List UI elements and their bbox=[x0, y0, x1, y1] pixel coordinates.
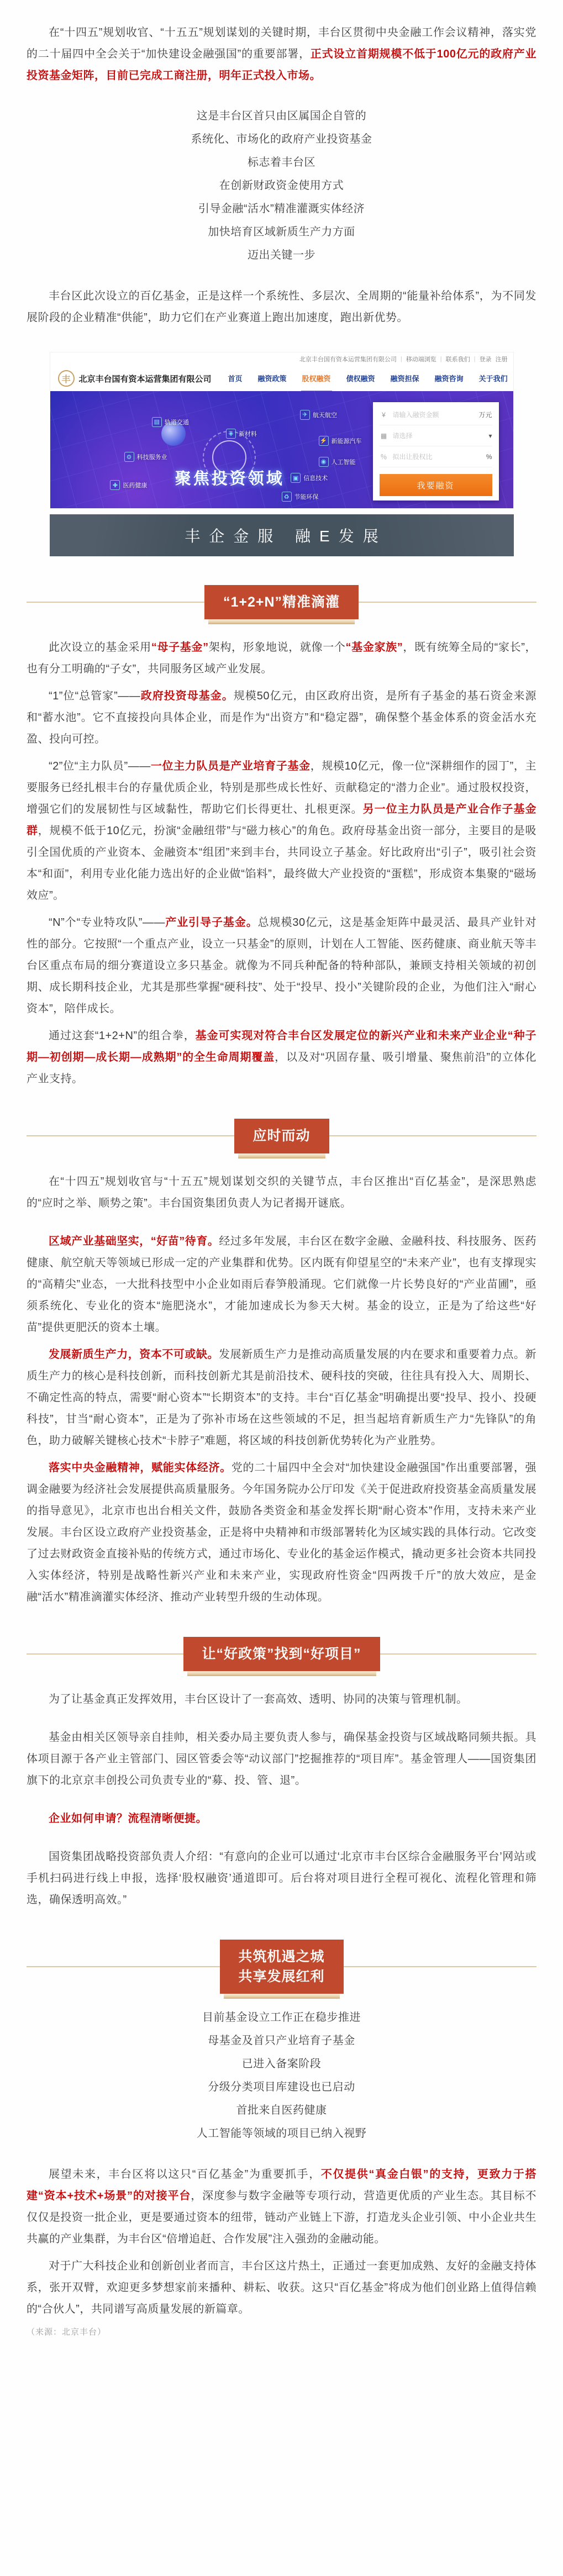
stanza-line: 分级分类项目库建设也已启动 bbox=[208, 2081, 355, 2094]
body-text: 总规模30亿元，这是基金矩阵中最灵活、最具产业针对性的部分。它按照“一个重点产业，设立一只基金”的原则，计划在人工智能、医药健康、商业航天等丰台区重点布局的细分赛道设立多只基金。就像为不同兵种配备的特种部队，兼顾支持相关领域的初创期、成长期科技企业，尤其是那些掌握“硬科技”、处于“投早、投小”关键阶段的企业，为他们注入“耐心资本”，陪伴成长。 bbox=[27, 916, 536, 1015]
intro-paragraph bbox=[27, 22, 536, 87]
body-text: 为了让基金真正发挥效用，丰台区设计了一套高效、透明、协同的决策与管理机制。 bbox=[49, 1693, 468, 1705]
emphasis-text: “基金家族” bbox=[345, 641, 403, 654]
body-text: 丰台区此次设立的百亿基金，正是这样一个系统性、多层次、全周期的“能量补给体系”，为不同发展阶段的企业精准“供能”，助力它们在产业赛道上跑出加速度，跑出新优势。 bbox=[27, 290, 536, 324]
body-text: “2”位“主力队员”—— bbox=[49, 760, 151, 773]
header-flank-line bbox=[329, 1135, 537, 1136]
body-text: ，规模不低于10亿元，扮演“金融纽带”与“磁力核心”的角色。政府母基金出资一部分，主要目的是吸引全国优质的产业资本、金融资本“组团”来到丰台，共同设立子基金。好比政府出“引子”，吸引社会资本“和面”，利用专业化能力选出好的企业做“馅料”，最终做大产业投资的“蛋糕”，形成资本集聚的“磁场效应”。 bbox=[27, 825, 537, 902]
section-header-3 bbox=[27, 1637, 536, 1671]
stanza-line: 在创新财政资金使用方式 bbox=[219, 180, 344, 192]
nav-financing-consult[interactable]: 融资咨询 bbox=[434, 374, 464, 383]
nav-equity-financing[interactable]: 股权融资 bbox=[301, 366, 332, 392]
emphasis-text: 区域产业基础坚实，“好苗”待育。 bbox=[49, 1235, 219, 1247]
header-flank-line bbox=[27, 1135, 234, 1136]
section-header-1 bbox=[27, 585, 536, 619]
financing-form-card bbox=[373, 402, 499, 501]
node-label: 轨道交通 bbox=[164, 419, 189, 426]
node-label: 新材料 bbox=[238, 430, 257, 438]
company-logo-icon: 丰 bbox=[58, 370, 75, 387]
hero-node bbox=[152, 417, 189, 427]
chevron-down-icon: ▾ bbox=[488, 431, 492, 440]
node-label: 科技服务业 bbox=[136, 454, 167, 461]
brand-banner: 丰企金服 融E发展 bbox=[50, 514, 514, 556]
node-label: 节能环保 bbox=[294, 494, 319, 501]
source-note: （来源：北京丰台） bbox=[27, 2327, 107, 2337]
stanza-line: 这是丰台区首只由区属国企自管的 bbox=[196, 110, 367, 122]
body-text: 在“十四五”规划收官与“十五五”规划谋划交织的关键节点，丰台区推出“百亿基金”，是深思熟虑的“应时之举、顺势之策”。丰台国资集团负责人为记者揭开谜底。 bbox=[27, 1175, 536, 1209]
stanza-line: 人工智能等领域的项目已纳入视野 bbox=[196, 2127, 367, 2140]
login-link[interactable]: 登录 bbox=[479, 356, 492, 363]
select-placeholder: 请选择 bbox=[392, 432, 413, 440]
stanza-line: 母基金及首只产业培育子基金 bbox=[208, 2035, 355, 2047]
separator: | bbox=[473, 356, 476, 362]
embedded-webpage-screenshot bbox=[50, 352, 514, 509]
body-text: 在“十四五”规划收官、“十五五”规划谋划的关键时期，丰台区贯彻中央金融工作会议精神，落实党的二十届四中全会关于“加快建设金融强国”的重要部署， bbox=[27, 27, 536, 60]
hero-node bbox=[291, 473, 328, 483]
financing-amount-field[interactable] bbox=[380, 404, 492, 425]
hero-node bbox=[226, 429, 257, 439]
stanza-line: 标志着丰台区 bbox=[248, 156, 315, 168]
tech-service-icon: ⚙ bbox=[124, 452, 134, 462]
category-icon: ▦ bbox=[380, 431, 387, 440]
body-text: ，既有统筹全局的“家长”，也有分工明确的“子女”，共同服务区域产业发展。 bbox=[27, 641, 537, 676]
nav-about-us[interactable]: 关于我们 bbox=[478, 374, 508, 383]
body-text: 规模50亿元，由区政府出资，是所有子基金的基石资金来源和“蓄水池”。它不直接投向具体企业，而是作为“出资方”和“稳定器”，确保整个基金体系的资金活水充盈、投向可控。 bbox=[27, 690, 537, 746]
node-label: 信息技术 bbox=[303, 475, 328, 482]
paragraph bbox=[27, 1344, 536, 1452]
nav-debt-financing[interactable]: 债权融资 bbox=[346, 374, 375, 383]
paragraph bbox=[27, 686, 536, 750]
emphasis-text: 企业如何申请？流程清晰便捷。 bbox=[49, 1812, 207, 1825]
hero-node bbox=[124, 452, 167, 462]
node-label: 医药健康 bbox=[123, 482, 148, 489]
emphasis-text: 不仅提供“真金白银”的支持，更致力于搭建“资本+技术+场景”的对接平台 bbox=[27, 2168, 537, 2203]
hero-node bbox=[282, 492, 319, 502]
stanza-line: 已进入备案阶段 bbox=[241, 2058, 322, 2071]
stanza-line: 引导金融“活水”精准灌溉实体经济 bbox=[198, 203, 365, 215]
body-text: 经过多年发展，丰台区在数字金融、金融科技、科技服务、医药健康、航空航天等领域已形成一定的产业集群和优势。区内既有仰望星空的“未来产业”，也有支撑现实的“高精尖”业态，一大批科技型中小企业如雨后春笋般涌现。它们就像一片长势良好的“产业苗圃”，亟须系统化、专业化的资本“施肥浇水”，才能加速成长为参天大树。基金的设立，正是为了给这些“好苗”提供更肥沃的资本土壤。 bbox=[27, 1235, 537, 1334]
emphasis-text: 另一位主力队员是产业合作子基金群 bbox=[27, 803, 537, 837]
node-label: 人工智能 bbox=[331, 459, 356, 466]
emphasis-text: 一位主力队员是产业培育子基金 bbox=[150, 760, 311, 773]
body-text: 架构，形象地说，就像一个 bbox=[208, 641, 346, 654]
separator: | bbox=[440, 356, 442, 362]
artificial-intelligence-icon: ◉ bbox=[319, 457, 329, 467]
emphasis-text: 落实中央金融精神，赋能实体经济。 bbox=[49, 1461, 231, 1474]
contact-us-link[interactable]: 联系我们 bbox=[445, 356, 470, 363]
stanza-line: 系统化、市场化的政府产业投资基金 bbox=[191, 133, 372, 145]
section-title: “1+2+N”精准滴灌 bbox=[204, 585, 359, 619]
stanza-line: 首批来自医药健康 bbox=[236, 2104, 327, 2117]
rail-transit-icon: ▤ bbox=[152, 417, 162, 427]
aerospace-icon: ✈ bbox=[300, 410, 310, 420]
body-text: 国资集团战略投资部负责人介绍：“有意向的企业可以通过‘北京市丰台区综合金融服务平台’网站或手机扫码进行线上申报，选择‘股权融资’通道即可。后台将对项目进行全程可视化、流程化管理和筛选，确保透明高效。” bbox=[27, 1850, 536, 1906]
emphasis-text: “母子基金” bbox=[151, 641, 209, 654]
body-text: 发展新质生产力是推动高质量发展的内在要求和重要着力点。新质生产力的核心是科技创新，而科技创新尤其是前沿技术、硬科技的突破，往往具有投入大、周期长、不确定性高的特点，需要“耐心资本”“长期资本”的支持。丰台“百亿基金”明确提出要“投早、投小、投硬科技”，甘当“耐心资本”，正是为了弥补市场在这些领域的不足，担当起培育新质生产力“先锋队”的角色，助力破解关键核心技术“卡脖子”难题，将区域的科技创新优势转化为产业胜势。 bbox=[27, 1348, 537, 1447]
hero-node bbox=[319, 457, 356, 467]
information-technology-icon: ▣ bbox=[291, 473, 301, 483]
stanza-line: 目前基金设立工作正在稳步推进 bbox=[202, 2011, 361, 2024]
percent-icon: ％ bbox=[380, 453, 387, 461]
section-header-2 bbox=[27, 1119, 536, 1153]
nav-financing-guarantee[interactable]: 融资担保 bbox=[390, 374, 419, 383]
body-text: ，深度参与数字金融等专项行动，营造更优质的产业生态。其目标不仅仅是投资一批企业，更是要通过资本的纽带，链动产业链上下游，打造龙头企业引领、中小企业共生共赢的产业集群，为丰台区“倍增追赶、合作发展”注入强劲的金融动能。 bbox=[27, 2190, 537, 2246]
amount-placeholder: 请输入融资金额 bbox=[392, 411, 439, 419]
webpage-hero bbox=[50, 391, 513, 508]
node-label: 航天航空 bbox=[313, 412, 338, 419]
body-text: “1”位“总管家”—— bbox=[49, 690, 141, 703]
nav-home[interactable]: 首页 bbox=[228, 374, 243, 383]
paragraph bbox=[27, 1171, 536, 1214]
paragraph bbox=[27, 1025, 536, 1090]
stanza-line: 迈出关键一步 bbox=[248, 249, 315, 261]
body-text: 此次设立的基金采用 bbox=[49, 641, 151, 654]
nav-financing-policy[interactable]: 融资政策 bbox=[257, 374, 287, 383]
amount-unit: 万元 bbox=[478, 411, 492, 419]
section-title-line2: 共享发展红利 bbox=[238, 1969, 325, 1984]
emphasis-text: 产业引导子基金。 bbox=[165, 916, 258, 929]
body-text: 展望未来，丰台区将以这只“百亿基金”为重要抓手， bbox=[49, 2168, 321, 2181]
hero-title: 聚焦投资领域 bbox=[175, 470, 285, 488]
webpage-header bbox=[50, 366, 513, 391]
header-flank-line bbox=[27, 1966, 220, 1967]
paragraph bbox=[27, 756, 536, 907]
body-text: ，以及对“巩固存量、吸引增量、聚焦前沿”的立体化产业支持。 bbox=[27, 1051, 536, 1086]
body-text: 通过这套“1+2+N”的组合拳， bbox=[49, 1030, 196, 1042]
separator: | bbox=[400, 356, 402, 362]
eco-friendly-icon: ♻ bbox=[282, 492, 292, 502]
company-name: 北京丰台国有资本运营集团有限公司 bbox=[78, 374, 212, 384]
header-flank-line bbox=[27, 602, 204, 603]
equity-placeholder: 拟出让股权比 bbox=[392, 453, 433, 461]
paragraph bbox=[27, 1808, 536, 1830]
category-select-field[interactable] bbox=[380, 425, 492, 446]
paragraph bbox=[27, 286, 536, 329]
node-label: 新能源汽车 bbox=[331, 438, 362, 445]
header-flank-line bbox=[380, 1653, 537, 1655]
highlight-stanza bbox=[27, 2011, 536, 2140]
paragraph bbox=[27, 1457, 536, 1608]
emphasis-text: 政府投资母基金。 bbox=[140, 690, 234, 703]
mobile-view-link[interactable]: 移动端浏览 bbox=[406, 356, 436, 363]
body-text: 对于广大科技企业和创新创业者而言，丰台区这片热土，正通过一套更加成熟、友好的金融支持体系，张开双臂，欢迎更多梦想家前来播种、耕耘、收获。这只“百亿基金”将成为他们创业路上值得信赖的“合伙人”，共同谱写高质量发展的新篇章。 bbox=[27, 2260, 536, 2316]
paragraph bbox=[27, 637, 536, 680]
paragraph bbox=[27, 1231, 536, 1339]
medical-health-icon: ✚ bbox=[110, 480, 120, 490]
section-title bbox=[220, 1940, 344, 1994]
paragraph bbox=[27, 2164, 536, 2250]
paragraph bbox=[27, 1689, 536, 1710]
section-header-4 bbox=[27, 1940, 536, 1994]
percent-unit: % bbox=[486, 452, 492, 461]
paragraph bbox=[27, 1727, 536, 1792]
header-flank-line bbox=[27, 1653, 183, 1655]
emphasis-text: 正式设立首期规模不低于100亿元的政府产业投资基金矩阵，目前已完成工商注册，明年正式投入市场。 bbox=[27, 48, 536, 82]
hero-node bbox=[300, 410, 337, 420]
header-flank-line bbox=[359, 602, 536, 603]
webpage-nav bbox=[227, 366, 509, 392]
body-text: 党的二十届四中全会对“加快建设金融强国”作出重要部署，强调金融要为经济社会发展提供高质量服务。今年国务院办公厅印发《关于促进政府投资基金高质量发展的指导意见》，北京市也出台相关文件，鼓励各类资金和基金发挥长期“耐心资本”作用，支持未来产业发展。丰台区设立政府产业投资基金，正是将中央精神和市级部署转化为区域实践的具体行动。它改变了过去财政资金直接补贴的传统方式，通过市场化、专业化的基金运作模式，撬动更多社会资本共同投入实体经济，特别是战略性新兴产业和未来产业，实现政府性资金“四两拨千斤”的放大效应，是金融“活水”精准滴灌实体经济、推动产业转型升级的生动体现。 bbox=[27, 1461, 536, 1603]
paragraph bbox=[27, 2256, 536, 2320]
yuan-icon: ¥ bbox=[382, 410, 386, 419]
paragraph bbox=[27, 1846, 536, 1911]
section-title: 让“好政策”找到“好项目” bbox=[183, 1637, 380, 1671]
emphasis-text: 发展新质生产力，资本不可或缺。 bbox=[49, 1348, 219, 1361]
new-energy-vehicle-icon: ⚡ bbox=[319, 436, 329, 446]
hero-node bbox=[319, 436, 362, 446]
webpage-topbar bbox=[50, 352, 513, 366]
paragraph bbox=[27, 912, 536, 1020]
apply-financing-button[interactable]: 我要融资 bbox=[380, 474, 492, 496]
hero-node bbox=[110, 480, 147, 490]
body-text: “N”个“专业特攻队”—— bbox=[49, 916, 165, 929]
stanza-line: 加快培育区域新质生产力方面 bbox=[208, 226, 355, 238]
body-text: 基金由相关区领导亲自挂帅，相关委办局主要负责人参与，确保基金投资与区域战略同频共振。具体项目源于各产业主管部门、园区管委会等“动议部门”挖掘推荐的“项目库”。基金管理人——国资集团旗下的北京京丰创投公司负责专业的“募、投、管、退”。 bbox=[27, 1731, 536, 1787]
equity-ratio-field[interactable] bbox=[380, 446, 492, 467]
new-materials-icon: ◈ bbox=[226, 429, 236, 439]
register-link[interactable]: 注册 bbox=[495, 356, 508, 363]
section-title: 应时而动 bbox=[234, 1119, 329, 1153]
emphasis-text: 基金可实现对符合丰台区发展定位的新兴产业和未来产业企业“种子期—初创期—成长期—成熟期”的全生命周期覆盖 bbox=[27, 1030, 537, 1064]
section-title-line1: 共筑机遇之城 bbox=[238, 1948, 325, 1964]
header-flank-line bbox=[344, 1966, 537, 1967]
topbar-company: 北京丰台国有资本运营集团有限公司 bbox=[299, 356, 397, 363]
body-text: ，规模10亿元，像一位“深耕细作的园丁”，主要服务已经扎根丰台的存量优质企业，特别是那些成长性好、贡献稳定的“潜力企业”。通过股权投资，增强它们的发展韧性与区域黏性，帮助它们长得更壮、扎根更深。 bbox=[27, 760, 537, 816]
highlight-stanza bbox=[27, 110, 536, 261]
